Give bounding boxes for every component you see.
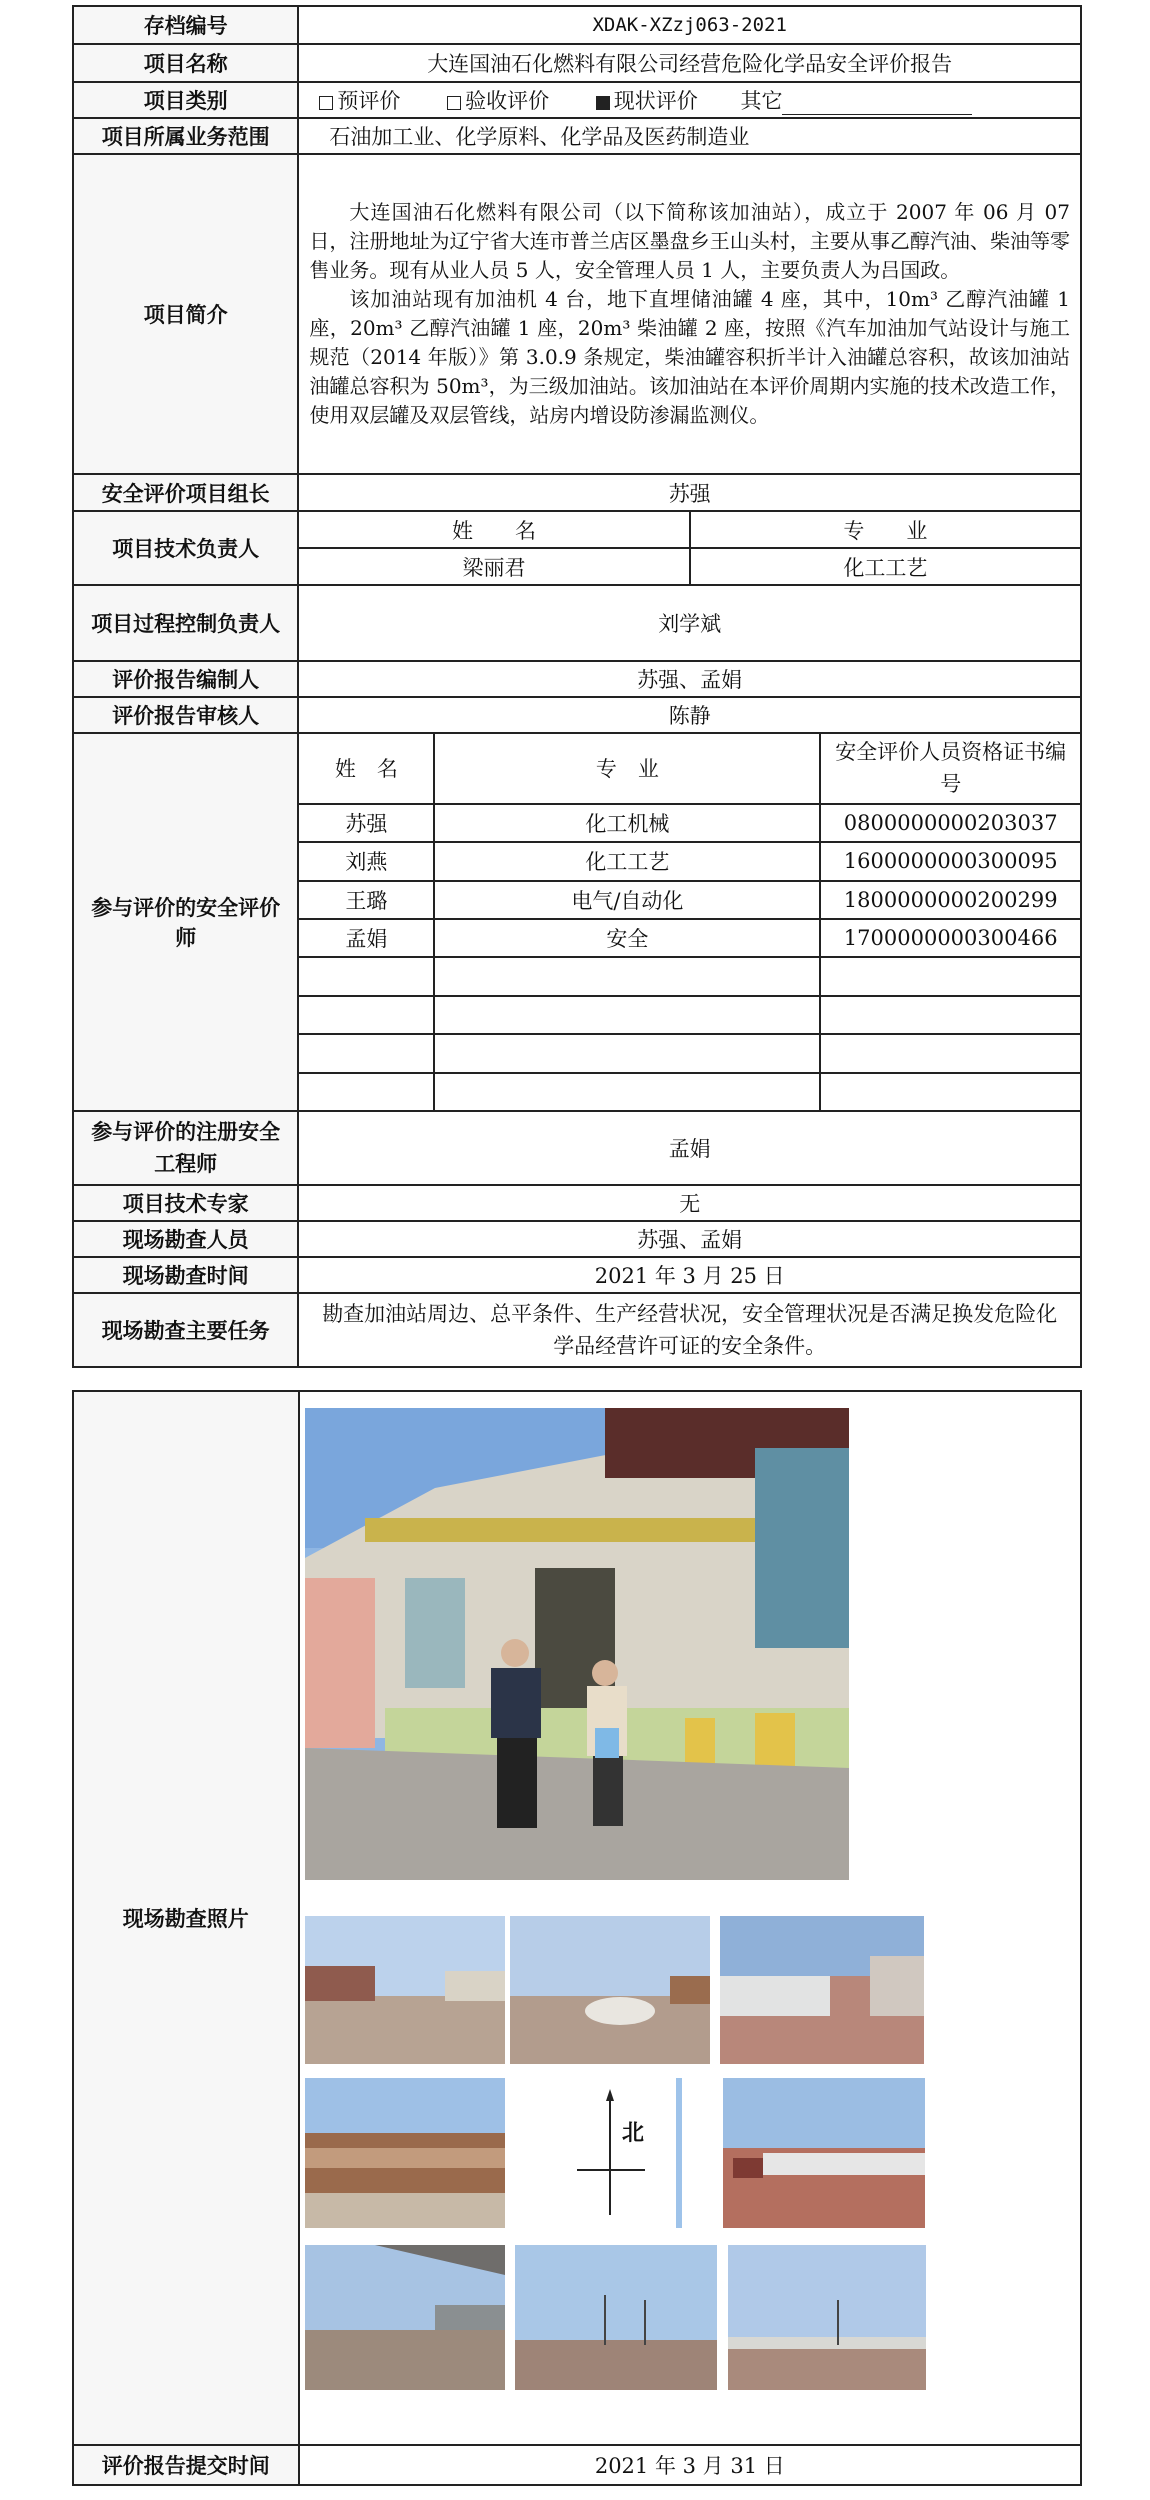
main-site-photo <box>305 1408 849 1880</box>
summary-text <box>298 154 1081 474</box>
empty-row <box>298 1073 1081 1111</box>
info-table <box>72 5 1082 1368</box>
site-photo-5 <box>723 2078 925 2228</box>
tech-lead-col-name: 姓 名 <box>298 511 689 548</box>
assessor-major: 化工工艺 <box>434 842 820 880</box>
checkbox-acceptance[interactable]: 验收评价 <box>447 89 549 113</box>
divider-line <box>676 2078 682 2228</box>
assessor-major: 电气/自动化 <box>434 881 820 919</box>
assessor-major: 安全 <box>434 919 820 957</box>
assessors-label: 参与评价的安全评价师 <box>73 733 298 1111</box>
tech-lead-major: 化工工艺 <box>690 548 1081 585</box>
assessor-cert: 0800000000203037 <box>820 804 1081 842</box>
empty-row <box>298 1034 1081 1072</box>
project-name-label: 项目名称 <box>73 44 298 82</box>
photos-label: 现场勘查照片 <box>73 1391 299 2445</box>
survey-staff-value: 苏强、孟娟 <box>298 1221 1081 1257</box>
site-photo-8 <box>728 2245 926 2390</box>
tech-lead-label: 项目技术负责人 <box>73 511 298 585</box>
table-row <box>298 919 1081 957</box>
survey-time-label: 现场勘查时间 <box>73 1257 298 1293</box>
checkbox-current[interactable]: 现状评价 <box>596 89 698 113</box>
reviewer-value: 陈静 <box>298 697 1081 733</box>
site-photo-7 <box>515 2245 717 2390</box>
assessor-cert: 1800000000200299 <box>820 881 1081 919</box>
checkbox-pre[interactable]: 预评价 <box>319 89 400 113</box>
reviewer-label: 评价报告审核人 <box>73 697 298 733</box>
table-row <box>298 804 1081 842</box>
category-options <box>298 82 1081 118</box>
site-photo-4 <box>305 2078 505 2228</box>
site-photo-3 <box>720 1916 924 2064</box>
assessor-major: 化工机械 <box>434 804 820 842</box>
summary-para-2: 该加油站现有加油机 4 台，地下直埋储油罐 4 座，其中，10m³ 乙醇汽油罐 1 座，20m³ 乙醇汽油罐 1 座，20m³ 柴油罐 2 座，按照《汽车加油加气站设计与施工规范（2014 年版）》第 3.0.9 条规定，柴油罐容积折半计入油罐总容积，故该加油站油罐总容积为 50m³，为三级加油站。该加油站在本评价周期内实施的技术改造工作，使用双层罐及双层管线，站房内增设防渗漏监测仪。 <box>309 287 1070 427</box>
assessor-name: 苏强 <box>298 804 434 842</box>
expert-value: 无 <box>298 1185 1081 1221</box>
process-ctrl-label: 项目过程控制负责人 <box>73 585 298 661</box>
site-photo-6 <box>305 2245 505 2390</box>
empty-row <box>298 996 1081 1034</box>
compiler-label: 评价报告编制人 <box>73 661 298 697</box>
survey-task-value: 勘查加油站周边、总平条件、生产经营状况，安全管理状况是否满足换发危险化学品经营许可证的安全条件。 <box>298 1293 1081 1367</box>
reg-engineer-label: 参与评价的注册安全工程师 <box>73 1111 298 1185</box>
project-name-value: 大连国油石化燃料有限公司经营危险化学品安全评价报告 <box>298 44 1081 82</box>
checkbox-other[interactable]: 其它 <box>740 89 972 113</box>
assessor-name: 王璐 <box>298 881 434 919</box>
north-label: 北 <box>622 2121 645 2146</box>
assessors-header-cert: 安全评价人员资格证书编号 <box>820 733 1081 804</box>
assessor-cert: 1600000000300095 <box>820 842 1081 880</box>
table-row <box>298 881 1081 919</box>
survey-time-value: 2021 年 3 月 25 日 <box>298 1257 1081 1293</box>
submit-time-label: 评价报告提交时间 <box>73 2445 299 2485</box>
table-row <box>298 842 1081 880</box>
tech-lead-name: 梁丽君 <box>298 548 689 585</box>
assessors-header-major: 专 业 <box>434 733 820 804</box>
scope-value: 石油加工业、化学原料、化学品及医药制造业 <box>298 118 1081 154</box>
site-photo-1 <box>305 1916 505 2064</box>
category-label: 项目类别 <box>73 82 298 118</box>
process-ctrl-value: 刘学斌 <box>298 585 1081 661</box>
team-leader-value: 苏强 <box>298 474 1081 511</box>
submit-time-value: 2021 年 3 月 31 日 <box>299 2445 1081 2485</box>
survey-staff-label: 现场勘查人员 <box>73 1221 298 1257</box>
site-photo-2 <box>510 1916 710 2064</box>
tech-lead-col-major: 专 业 <box>690 511 1081 548</box>
compiler-value: 苏强、孟娟 <box>298 661 1081 697</box>
team-leader-label: 安全评价项目组长 <box>73 474 298 511</box>
archive-value: XDAK-XZzj063-2021 <box>298 6 1081 44</box>
assessor-cert: 1700000000300466 <box>820 919 1081 957</box>
expert-label: 项目技术专家 <box>73 1185 298 1221</box>
archive-label: 存档编号 <box>73 6 298 44</box>
assessors-header-name: 姓 名 <box>298 733 434 804</box>
reg-engineer-value: 孟娟 <box>298 1111 1081 1185</box>
survey-task-label: 现场勘查主要任务 <box>73 1293 298 1367</box>
empty-row <box>298 957 1081 995</box>
summary-label: 项目简介 <box>73 154 298 474</box>
assessor-name: 孟娟 <box>298 919 434 957</box>
other-blank <box>782 92 972 115</box>
assessor-name: 刘燕 <box>298 842 434 880</box>
summary-para-1: 大连国油石化燃料有限公司（以下简称该加油站），成立于 2007 年 06 月 07 日，注册地址为辽宁省大连市普兰店区墨盘乡王山头村，主要从事乙醇汽油、柴油等零售业务。现有从业人员 5 人，安全管理人员 1 人，主要负责人为吕国政。 <box>309 200 1070 282</box>
scope-label: 项目所属业务范围 <box>73 118 298 154</box>
